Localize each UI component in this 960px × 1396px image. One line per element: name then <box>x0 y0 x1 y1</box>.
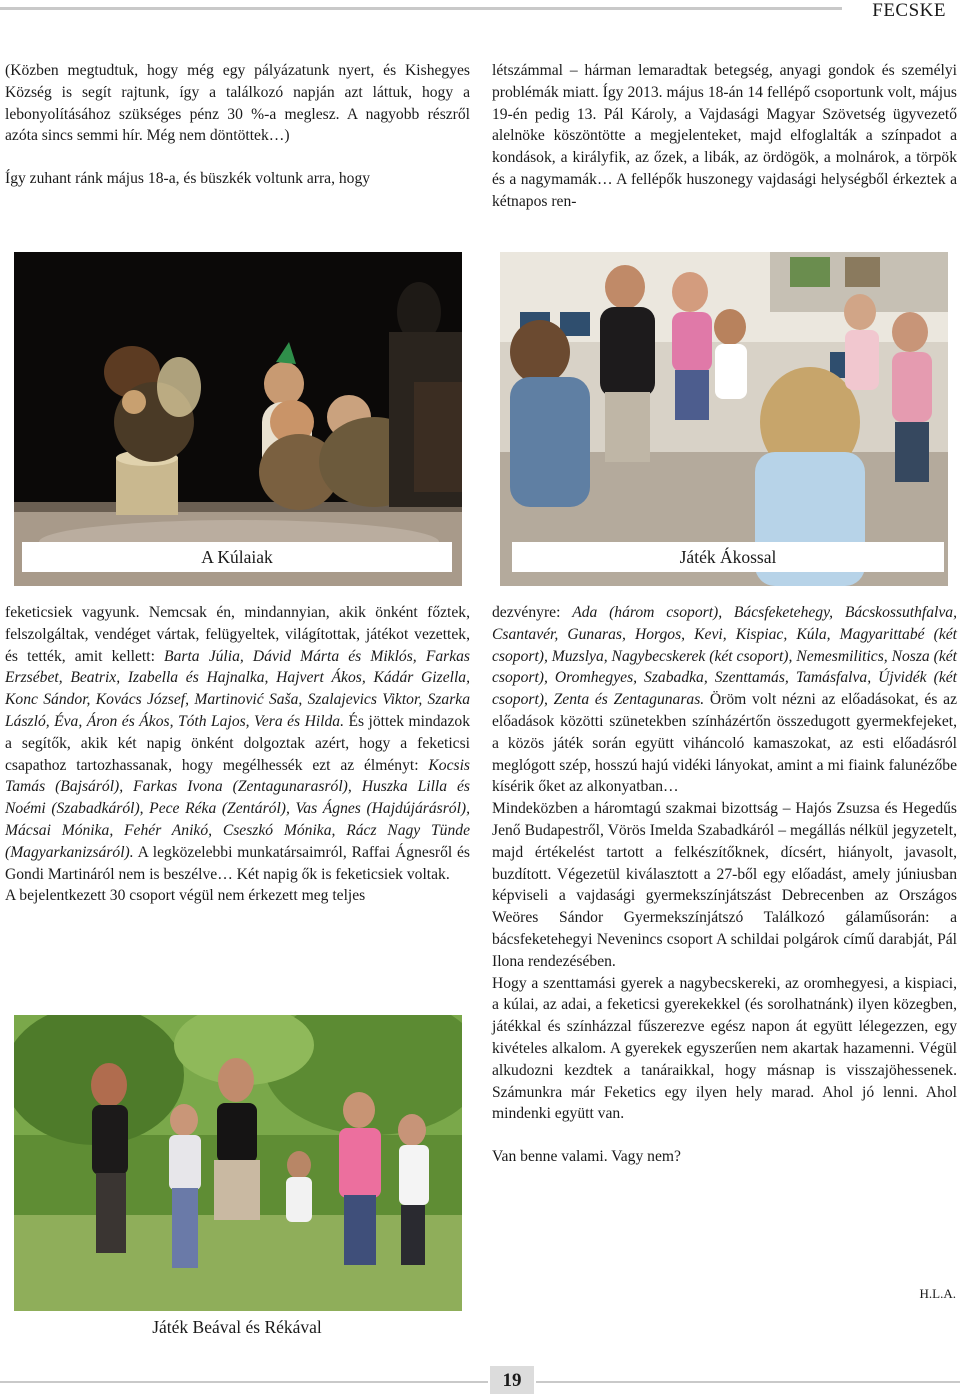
helper-names: Barta Júlia, Dávid Márta és Miklós, Farkas Erzsébet, Beatrix, Izabella és Hajnalka, Hajvert Ákos, Kádár Gizella, Konc Sándor, Kovács József, Martinović Saša, Szalajevics Viktor, Szarka László, Éva, Áron és Ákos, Tóth Lajos, Vera és Hilda. <box>5 647 470 730</box>
photo-stage-play <box>14 252 462 586</box>
paragraph: A bejelentkezett 30 csoport végül nem érkezett meg teljes <box>5 887 366 905</box>
paragraph: Mindeközben a háromtagú szakmai bizottság – Hajós Zsuzsa és Hegedűs Jenő Budapestről, Vörös Imelda Szabadkáról – megállás nélkül jegyzetelt, majd értékelést tartott a felkészítőknek, dícsért, hiányolt, javasolt, buzdított. Végezetül kiválasztott a 27-ből egy előadást, amely júniusban képviseli a vajdasági gyermekszínjátszást Debrecenben az Országos Weöres Sándor Gyermekszínjátszó Találkozó gálaműsorán: a bácsfeketehegyi Nevenincs csoport A schildai polgárok című darabját, Pál Ilona rendezésében. <box>492 800 957 970</box>
photo-caption: A Kúlaiak <box>22 542 452 572</box>
col2-top-text <box>492 60 957 213</box>
col2-bottom-text <box>492 602 957 1168</box>
paragraph: létszámmal – hárman lemaradtak betegség, anyagi gondok és személyi problémák miatt. Így 2013. május 18-án 14 fellépő csoportunk volt, május 19-én pedig 13. Pál Károly, a Vajdasági Magyar Szövetség ügyvezető alelnöke köszöntötte a megjelenteket, majd elfoglalták a színpadot a kondások, a királyfik, az őzek, a libák, az ördögök, a molnárok, a törpök és a nagymamák… A fellépők huszonegy vajdasági helységből érkeztek a kétnapos ren- <box>492 62 957 210</box>
closing-line: Van benne valami. Vagy nem? <box>492 1148 681 1166</box>
photo-caption: Játék Beával és Rékával <box>22 1312 452 1342</box>
photo-outdoor-game <box>14 1015 462 1311</box>
paragraph: Így zuhant ránk május 18-a, és büszkék voltunk arra, hogy <box>5 170 371 188</box>
author-signature: H.L.A. <box>919 1286 956 1301</box>
magazine-title: FECSKE <box>872 0 946 21</box>
footer-rule-left <box>0 1381 488 1383</box>
paragraph: dezvényre: Ada (három csoport), Bácsfeketehegy, Bácskossuthfalva, Csantavér, Gunaras, Horgos, Kevi, Kispiac, Kúla, Magyarittabé (két csoport), Muzslya, Nagybecskerek (két csoport), Nemesmilitics, Nosza (két csoport), Oromhegyes, Szabadka, Szenttamás, Tamásfalva, Újvidék (két csoport), Zenta és Zentagunaras. Öröm volt nézni az előadásokat, és az előadások közötti szünetekben színházértőn összedugott gyermekfejeket, a közös játék során együtt viháncoló kamaszokat, az esti előadásról meglógott szép, hosszú hajú vidéki lányokat, amint a mi fiaink falunézőbe kísérik őket az alkonyatban… <box>492 604 958 796</box>
col1-top-text <box>5 60 470 190</box>
photo-caption: Játék Ákossal <box>512 542 944 572</box>
place-names: Ada (három csoport), Bácsfeketehegy, Bácskossuthfalva, Csantavér, Gunaras, Horgos, Kevi, Kispiac, Kúla, Magyarittabé (két csoport), Muzslya, Nagybecskerek (két csoport), Nemesmilitics, Nosza (két csoport), Oromhegyes, Szabadka, Szenttamás, Tamásfalva, Újvidék (két csoport), Zenta és Zentagunaras. <box>492 604 958 709</box>
footer-rule-right <box>536 1381 960 1383</box>
paragraph: Hogy a szenttamási gyerek a nagybecskereki, az oromhegyesi, a kispiaci, a kúlai, az adai, a feketicsi gyerekekkel (és sorolhatnánk) ilyen közegben, játékkal és színházzal fűszerezve egész napon át együtt lélegezzen, egy kivételes alkalom. A gyerekek egyszerűen nem akartak hazamenni. Végül alkudozni kezdtek a tanáraikkal, hogy másnap is visszajöhessenek. Számunkra már Feketics egy ilyen hely marad. Ahol jó lenni. Ahol mindenki együtt van. <box>492 974 957 1123</box>
col1-bottom-text <box>5 602 470 907</box>
paragraph: feketicsiek vagyunk. Nemcsak én, mindannyian, akik önként főztek, felszolgáltak, vendéget vártak, felügyeltek, világítottak, játékot vezettek, és tették, amit kellett: Barta Júlia, Dávid Márta és Miklós, Farkas Erzsébet, Beatrix, Izabella és Hajnalka, Hajvert Ákos, Kádár Gizella, Konc Sándor, Kovács József, Martinović Saša, Szalajevics Viktor, Szarka László, Éva, Áron és Ákos, Tóth Lajos, Vera és Hilda. És jöttek mindazok a segítők, akik két napig önként dolgoztak azért, hogy a feketicsi csapathoz tartozhassanak, hogy megélhessék ezt az élményt: Kocsis Tamás (Bajsáról), Farkas Ivona (Zentagunarasról), Huszka Lilla és Noémi (Szabadkáról), Pece Réka (Zentáról), Vas Ágnes (Hajdújárásról), Mácsai Mónika, Fehér Anikó, Cseszkó Mónika, Rácz Nagy Tünde (Magyarkanizsáról). A legközelebbi munkatársaimról, Raffai Ágnesről és Gondi Martináról nem is beszélve… Két napig ők is feketicsiek voltak. <box>5 604 470 883</box>
header-rule <box>0 7 842 10</box>
photo-classroom-game <box>500 252 948 586</box>
volunteer-names: Kocsis Tamás (Bajsáról), Farkas Ivona (Zentagunarasról), Huszka Lilla és Noémi (Szabadkáról), Pece Réka (Zentáról), Vas Ágnes (Hajdújárásról), Mácsai Mónika, Fehér Anikó, Cseszkó Mónika, Rácz Nagy Tünde (Magyarkanizsáról). <box>5 756 470 861</box>
paragraph: (Közben megtudtuk, hogy még egy pályázatunk nyert, és Kishegyes Község is segít rajtunk, így a találkozó napján azt láttuk, hogy a lebonyolításához szükséges pénz 30 %-a meglesz. A nagyobb részről azóta sincs semmi hír. Még nem döntöttek…) <box>5 62 470 145</box>
page-number: 19 <box>490 1366 534 1394</box>
